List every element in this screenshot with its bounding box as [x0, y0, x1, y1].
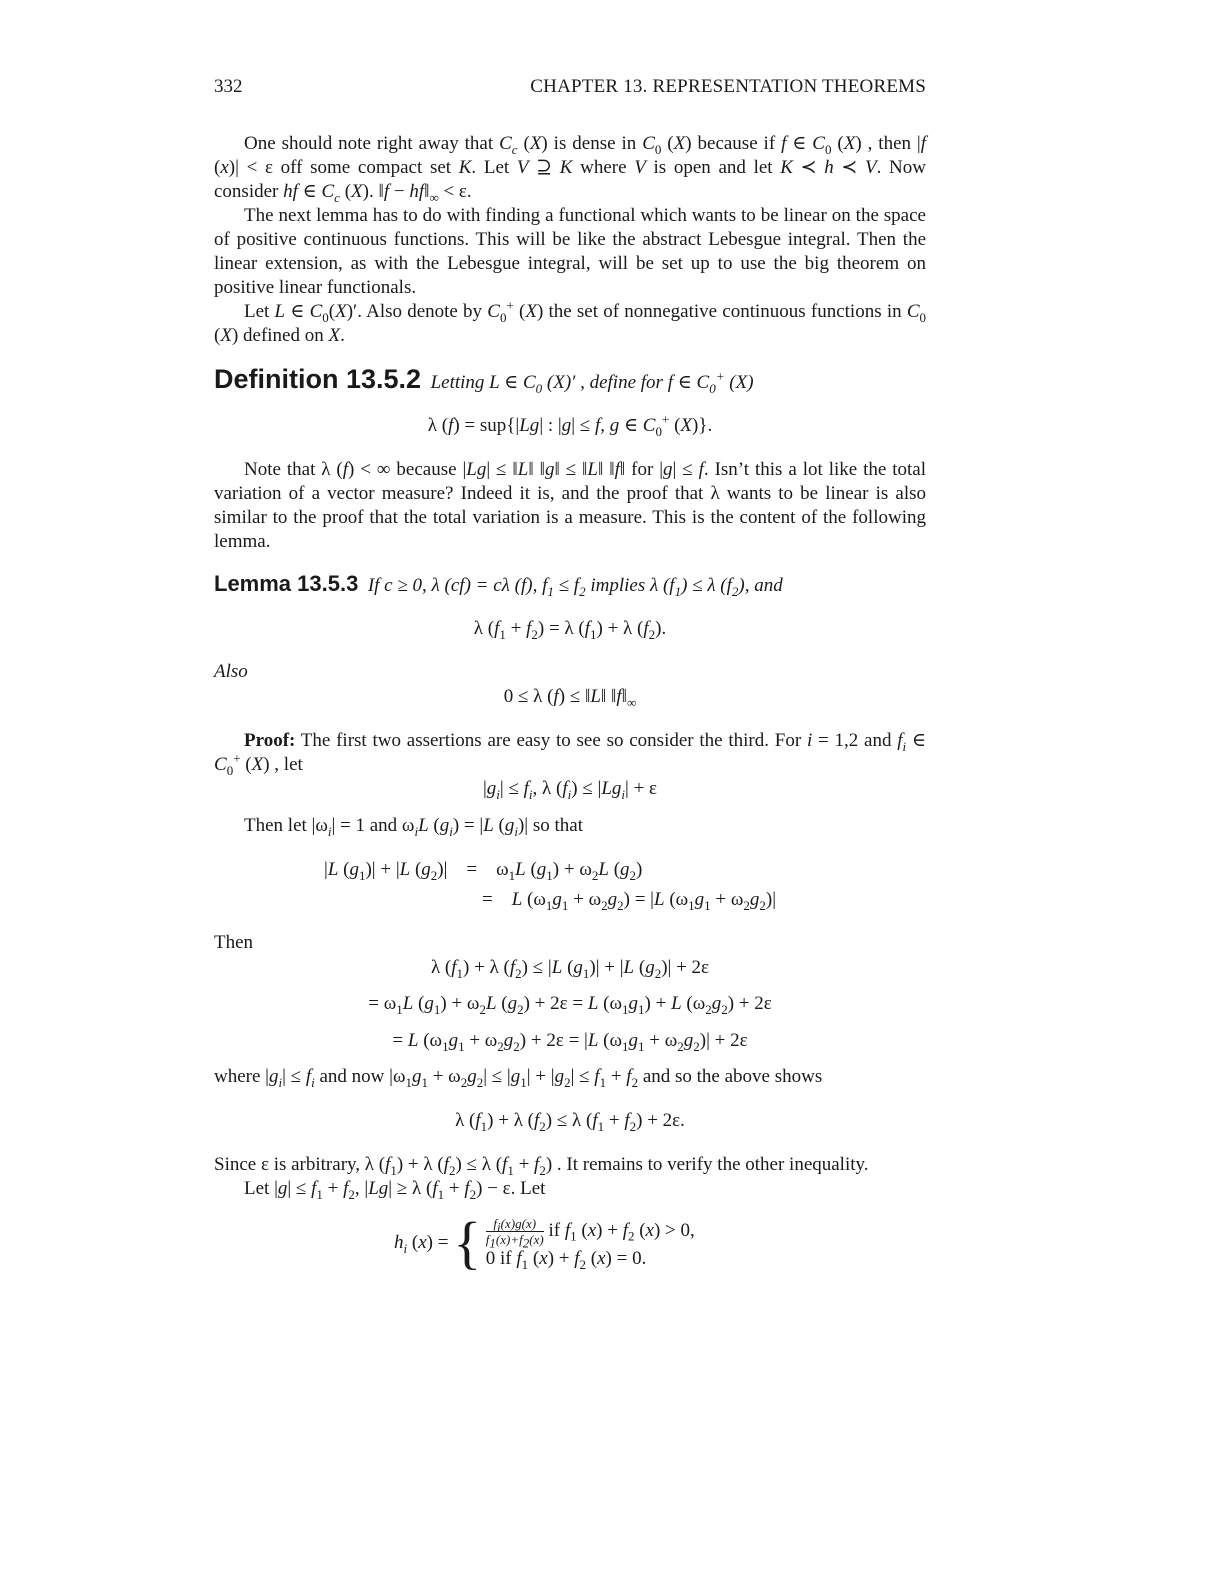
chain-line-2: = $\omega_1L$ $(g_1) + \omega_2L$ $(g_2) + 2\varepsilon = L$ $(\omega_1g_1) + L$ $(\omega_2g_2) + 2\varepsilon$ — [368, 993, 772, 1017]
definition-heading-line — [214, 364, 926, 398]
definition-statement: Letting L ∈ $C_0$ (X)′ , define for f ∈ $C_0^+$ (X) — [425, 368, 754, 396]
chain-line-1: λ $(f_1) + \lambda$ $(f_2) \le |L$ $(g_1)| + |L$ $(g_2)| + 2\varepsilon$ — [430, 957, 710, 981]
definition-heading: Definition 13.5.2 — [214, 364, 422, 394]
paragraph-let-L: Let L ∈ $C_0(X)'$. Also denote by $C_0^+$ (X) the set of nonnegative continuous functions in $C_0$ (X) defined on X. — [214, 297, 926, 346]
chapter-title: CHAPTER 13. REPRESENTATION THEOREMS — [530, 76, 926, 97]
proof-label: Proof: — [244, 730, 296, 751]
intro-paragraphs — [214, 132, 926, 348]
since-paragraph: Since ε is arbitrary, λ $(f_1) + \lambda$ $(f_2) \le \lambda$ $(f_1 + f_2)$ . It remains to verify the other inequality. Let $|g| \le f_1 + f_2$, |Lg| ≥ λ $(f_1 + f_2) - \varepsilon$. Let — [214, 1154, 869, 1202]
aligned-equations: |L $(g_1)| + |L$ $(g_2)|$ = $\omega_1L$ $(g_1) + \omega_2L$ $(g_2)$ = L $(\omega_1g_1 + \omega_2g_2) = |L$ $(\omega_1g_1 + \omega_2g_2)|$ — [324, 859, 777, 913]
sum-inequality: λ $(f_1) + \lambda$ $(f_2) \le \lambda$ $(f_1 + f_2) + 2\varepsilon$. — [455, 1110, 685, 1134]
page-number: 332 — [214, 76, 243, 97]
where-line: where $|g_i| \le f_i$ and now $|\omega_1g_1 + \omega_2g_2| \le |g_1| + |g_2| \le f_1 + f_2$ and so the above shows — [214, 1066, 823, 1090]
then-label: Then — [214, 932, 254, 953]
also-label: Also — [214, 661, 248, 682]
hi-definition: $h_i$ (x) = { $\frac{f_i(x)g(x)}{f_1(x)+f_2(x)}$ if $f_1$ $(x) + f_2$ (x) > 0, 0 if $f_1$ $(x) + f_2$ (x) = 0. — [394, 1210, 695, 1275]
lemma-heading-line — [214, 570, 926, 600]
note-paragraph: Note that λ (f) < ∞ because |Lg| ≤ ‖L‖ ‖g‖ ≤ ‖L‖ ‖f‖ for |g| ≤ f. Isn’t this a lot like the total variation of a vector measure? Indeed it is, and the proof that λ wants to be linear is also similar to the proof that the total variation is a measure. This is the content of the following lemma. — [214, 459, 927, 552]
lemma-heading: Lemma 13.5.3 — [214, 571, 359, 596]
then-let-omega: Then let $|\omega_i| = 1$ and $\omega_iL$ $(g_i) = |L$ $(g_i)|$ so that — [244, 815, 583, 839]
left-brace: { — [453, 1210, 482, 1275]
proof-formula-gi: $|g_i| \le f_i$, λ $(f_i) \le |Lg_i| + \varepsilon$ — [482, 778, 658, 802]
chain-line-3: = L $(\omega_1g_1 + \omega_2g_2) + 2\varepsilon = |L$ $(\omega_1g_1 + \omega_2g_2)| + 2\varepsilon$ — [392, 1030, 748, 1054]
lemma-formula-bound: 0 ≤ λ (f) ≤ ‖L‖ $‖f‖_\infty$ — [503, 686, 637, 710]
paragraph-next-lemma: The next lemma has to do with finding a functional which wants to be linear on the space of positive continuous functions. This will be like the abstract Lebesgue integral. Then the linear extension, as with the Lebesgue integral, will be set up to use the big theorem on positive linear functionals. — [214, 205, 926, 298]
lemma-formula-additive: λ $(f_1 + f_2) = \lambda$ $(f_1) + \lambda$ $(f_2)$. — [473, 618, 667, 642]
proof-start: Proof: The first two assertions are easy to see so consider the third. For i = 1,2 and $f_i$ ∈ $C_0^+$ (X) , let — [214, 730, 926, 778]
definition-formula: λ (f) = sup{|Lg| : |g| ≤ f, g ∈ $C_0^+$ (X)}. — [427, 411, 713, 439]
lemma-statement: If c ≥ 0, λ (cf) = cλ (f), $f_1 \le f_2$ implies λ $(f_1) \le \lambda$ $(f_2)$, and — [363, 575, 783, 599]
paragraph-dense: One should note right away that $C_c$ (X) is dense in $C_0$ (X) because if f ∈ $C_0$ (X) , then |f (x)| < ε off some compact set K. Let V ⊇ K where V is open and let K ≺ h ≺ V. Now consider hf ∈ $C_c$ (X). ‖f − $hf‖_\infty < \varepsilon$. — [214, 133, 927, 205]
